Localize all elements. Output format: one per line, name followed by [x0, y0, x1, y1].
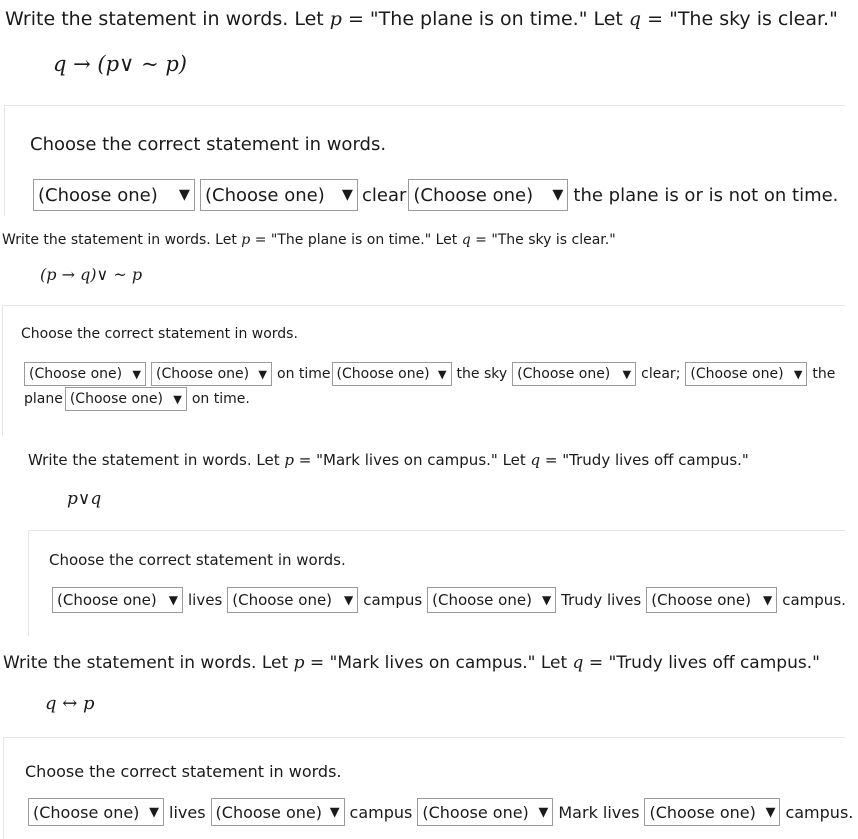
answer-row: [28, 798, 858, 826]
statement-text: plane: [24, 391, 63, 407]
caret-down-icon: ▼: [132, 367, 141, 381]
caret-down-icon: ▼: [541, 593, 552, 607]
variable-q: q: [628, 8, 642, 30]
variable-p: p: [241, 232, 251, 248]
instruction-text: Choose the correct statement in words.: [21, 326, 298, 342]
answer-row: [33, 179, 843, 211]
caret-down-icon: ▼: [765, 804, 776, 820]
caret-down-icon: ▼: [341, 187, 353, 203]
question-1-prompt: [5, 8, 838, 30]
instruction-text: Choose the correct statement in words.: [49, 551, 346, 569]
caret-down-icon: ▼: [538, 804, 549, 820]
choose-one-dropdown[interactable]: [685, 362, 807, 386]
statement-text: campus.: [785, 802, 854, 822]
statement-text: on time.: [191, 391, 250, 407]
caret-down-icon: ▼: [622, 367, 632, 381]
instruction-text: Choose the correct statement in words.: [30, 134, 387, 155]
question-4: [0, 635, 854, 838]
dropdown-label: (Choose one): [33, 802, 140, 822]
dropdown-label: (Choose one): [422, 802, 529, 822]
prompt-text: = "The sky is clear.": [470, 232, 616, 248]
dropdown-label: (Choose one): [517, 366, 611, 382]
caret-down-icon: ▼: [437, 367, 447, 381]
dropdown-label: (Choose one): [649, 802, 756, 822]
statement-text: campus.: [782, 591, 846, 609]
choose-one-dropdown[interactable]: [33, 179, 195, 211]
choose-one-dropdown[interactable]: [52, 587, 183, 613]
answer-panel: [4, 105, 845, 216]
caret-down-icon: ▼: [173, 392, 182, 406]
question-2: [0, 215, 845, 435]
variable-q: q: [530, 451, 541, 469]
prompt-text: = "Trudy lives off campus.": [540, 451, 749, 469]
caret-down-icon: ▼: [329, 804, 340, 820]
choose-one-dropdown[interactable]: [227, 587, 358, 613]
dropdown-label: (Choose one): [232, 591, 333, 609]
choose-one-dropdown[interactable]: [211, 798, 345, 826]
choose-one-dropdown[interactable]: [24, 362, 146, 386]
dropdown-label: (Choose one): [690, 366, 784, 382]
variable-p: p: [284, 451, 294, 469]
question-2-prompt: [2, 232, 616, 248]
caret-down-icon: ▼: [793, 367, 803, 381]
caret-down-icon: ▼: [168, 593, 178, 607]
variable-q: q: [572, 653, 584, 673]
statement-text: lives: [169, 802, 206, 822]
answer-row: [24, 387, 255, 411]
dropdown-label: (Choose one): [651, 591, 751, 609]
statement-text: campus: [363, 591, 423, 609]
statement-text: the: [812, 366, 836, 382]
prompt-text: = "The plane is on time." Let: [250, 232, 462, 248]
variable-q: q: [461, 232, 471, 248]
prompt-text: Write the statement in words. Let: [5, 8, 330, 30]
statement-text: campus: [349, 802, 413, 822]
choose-one-dropdown[interactable]: [644, 798, 780, 826]
answer-panel: [2, 305, 845, 436]
statement-text: the sky: [456, 366, 508, 382]
statement-text: lives: [188, 591, 223, 609]
choose-one-dropdown[interactable]: [65, 387, 187, 411]
choose-one-dropdown[interactable]: [427, 587, 556, 613]
dropdown-label: (Choose one): [29, 366, 123, 382]
dropdown-label: (Choose one): [336, 366, 430, 382]
dropdown-label: (Choose one): [57, 591, 157, 609]
statement-text: clear: [362, 184, 407, 206]
question-1: [0, 0, 845, 215]
answer-row: [24, 362, 840, 386]
logic-expression: q ↔ p: [45, 693, 95, 714]
choose-one-dropdown[interactable]: [332, 362, 452, 386]
prompt-text: = "The sky is clear.": [641, 8, 838, 30]
statement-text: Mark lives: [558, 802, 640, 822]
prompt-text: = "Mark lives on campus." Let: [304, 653, 573, 673]
dropdown-label: (Choose one): [413, 184, 534, 206]
instruction-text: Choose the correct statement in words.: [25, 762, 342, 781]
statement-text: clear;: [641, 366, 681, 382]
statement-text: Trudy lives: [561, 591, 642, 609]
answer-panel: [3, 737, 854, 839]
statement-text: the plane is or is not on time.: [573, 184, 839, 206]
dropdown-label: (Choose one): [432, 591, 532, 609]
prompt-text: Write the statement in words. Let: [28, 451, 285, 469]
prompt-text: = "Trudy lives off campus.": [583, 653, 820, 673]
prompt-text: = "The plane is on time." Let: [341, 8, 629, 30]
dropdown-label: (Choose one): [156, 366, 250, 382]
choose-one-dropdown[interactable]: [512, 362, 636, 386]
logic-expression: q → (p∨ ~ p): [53, 52, 187, 76]
choose-one-dropdown[interactable]: [646, 587, 777, 613]
caret-down-icon: ▼: [178, 187, 190, 203]
question-3: [0, 435, 845, 635]
variable-p: p: [293, 653, 305, 673]
logic-expression: p∨q: [67, 489, 102, 509]
choose-one-dropdown[interactable]: [417, 798, 553, 826]
dropdown-label: (Choose one): [205, 184, 325, 206]
caret-down-icon: ▼: [344, 593, 354, 607]
statement-text: on time: [277, 366, 331, 382]
choose-one-dropdown[interactable]: [28, 798, 164, 826]
caret-down-icon: ▼: [258, 367, 267, 381]
prompt-text: Write the statement in words. Let: [2, 232, 242, 248]
question-3-prompt: [28, 451, 749, 469]
question-4-prompt: [3, 653, 820, 673]
variable-p: p: [329, 8, 342, 30]
prompt-text: = "Mark lives on campus." Let: [294, 451, 531, 469]
answer-panel: [28, 530, 845, 636]
prompt-text: Write the statement in words. Let: [3, 653, 294, 673]
caret-down-icon: ▼: [763, 593, 773, 607]
choose-one-dropdown[interactable]: [408, 179, 568, 211]
logic-expression: (p → q)∨ ~ p: [40, 265, 143, 284]
caret-down-icon: ▼: [149, 804, 159, 820]
answer-row: [52, 587, 851, 613]
dropdown-label: (Choose one): [69, 391, 163, 407]
dropdown-label: (Choose one): [215, 802, 322, 822]
dropdown-label: (Choose one): [38, 184, 158, 206]
caret-down-icon: ▼: [552, 187, 564, 203]
choose-one-dropdown[interactable]: [200, 179, 358, 211]
choose-one-dropdown[interactable]: [151, 362, 272, 386]
